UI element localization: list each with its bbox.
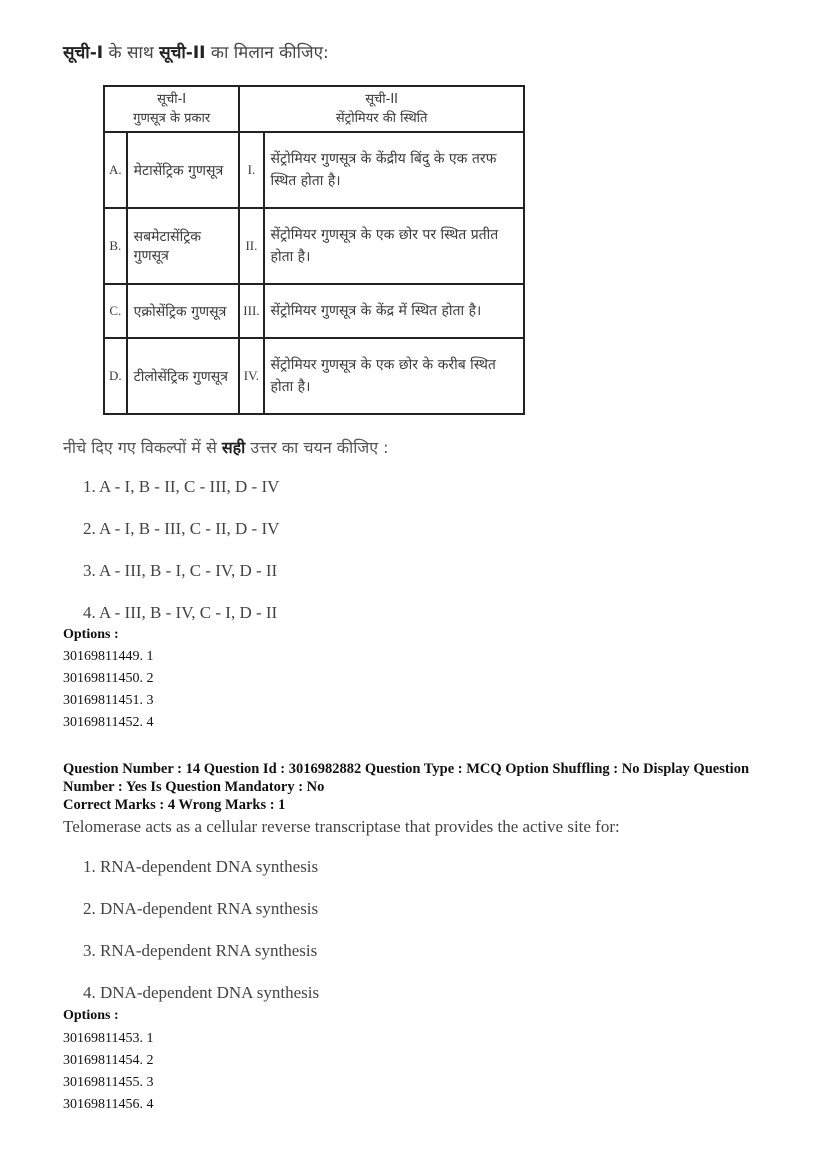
question-marks: Correct Marks : 4 Wrong Marks : 1 [63, 797, 286, 813]
centromere-position: सेंट्रोमियर गुणसूत्र के केंद्रीय बिंदु के एक तरफ स्थित होता है। [264, 132, 524, 208]
list-1-label: सूची-I [63, 43, 104, 63]
option-id: 30169811449. 1 [63, 649, 154, 664]
option-id: 30169811455. 3 [63, 1075, 154, 1090]
options-label: Options : [63, 1008, 119, 1023]
row-letter: C. [104, 284, 127, 338]
table-header-list-2 [239, 86, 524, 132]
chromosome-type: मेटासेंट्रिक गुणसूत्र [127, 132, 240, 208]
choice-2[interactable]: 2. A - I, B - III, C - II, D - IV [83, 519, 280, 538]
table-row [104, 208, 524, 284]
option-id: 30169811450. 2 [63, 671, 154, 686]
header-left-line-2: गुणसूत्र के प्रकार [133, 111, 211, 126]
prompt-text-2: उत्तर का चयन कीजिए : [245, 438, 389, 457]
chromosome-type: सबमेटासेंट्रिक गुणसूत्र [127, 208, 240, 284]
question-14-text: Telomerase acts as a cellular reverse transcriptase that provides the active site for: [63, 817, 620, 836]
header-left-line-1: सूची-I [157, 92, 187, 107]
list-2-label: सूची-II [159, 43, 206, 63]
option-id: 30169811454. 2 [63, 1053, 154, 1068]
question-13-heading [63, 40, 329, 63]
centromere-position: सेंट्रोमियर गुणसूत्र के केंद्र में स्थित होता है। [264, 284, 524, 338]
heading-connector-1: के साथ [103, 43, 160, 63]
row-roman: II. [239, 208, 263, 284]
choice-3[interactable]: 3. RNA-dependent RNA synthesis [83, 941, 318, 960]
centromere-position: सेंट्रोमियर गुणसूत्र के एक छोर के करीब स्थित होता है। [264, 338, 524, 414]
header-right-line-2: सेंट्रोमियर की स्थिति [335, 111, 428, 126]
table-header-row [104, 86, 524, 132]
row-letter: A. [104, 132, 127, 208]
row-letter: D. [104, 338, 127, 414]
choice-4[interactable]: 4. A - III, B - IV, C - I, D - II [83, 603, 278, 622]
question-meta-line-2: Number : Yes Is Question Mandatory : No [63, 779, 325, 795]
chromosome-type: एक्रोसेंट्रिक गुणसूत्र [127, 284, 240, 338]
choice-3[interactable]: 3. A - III, B - I, C - IV, D - II [83, 561, 278, 580]
chromosome-type: टीलोसेंट्रिक गुणसूत्र [127, 338, 240, 414]
option-id: 30169811451. 3 [63, 693, 154, 708]
prompt-text-1: नीचे दिए गए विकल्पों में से [63, 438, 222, 457]
select-prompt [63, 436, 389, 458]
row-roman: III. [239, 284, 263, 338]
choice-1[interactable]: 1. RNA-dependent DNA synthesis [83, 857, 319, 876]
heading-connector-2: का मिलान कीजिए: [205, 43, 329, 63]
question-meta-line-1: Question Number : 14 Question Id : 3016982882 Question Type : MCQ Option Shuffling : No Display Question [63, 761, 750, 777]
choice-4[interactable]: 4. DNA-dependent DNA synthesis [83, 983, 320, 1002]
option-id: 30169811453. 1 [63, 1031, 154, 1046]
table-header-list-1 [104, 86, 239, 132]
table-row [104, 132, 524, 208]
row-letter: B. [104, 208, 127, 284]
option-id: 30169811456. 4 [63, 1097, 154, 1112]
match-table [103, 85, 525, 415]
row-roman: IV. [239, 338, 263, 414]
choice-2[interactable]: 2. DNA-dependent RNA synthesis [83, 899, 319, 918]
table-row [104, 338, 524, 414]
prompt-emphasis: सही [221, 438, 246, 457]
header-right-line-1: सूची-II [365, 92, 399, 107]
table-row [104, 284, 524, 338]
row-roman: I. [239, 132, 263, 208]
options-label: Options : [63, 627, 119, 642]
option-id: 30169811452. 4 [63, 715, 154, 730]
centromere-position: सेंट्रोमियर गुणसूत्र के एक छोर पर स्थित प्रतीत होता है। [264, 208, 524, 284]
choice-1[interactable]: 1. A - I, B - II, C - III, D - IV [83, 477, 280, 496]
